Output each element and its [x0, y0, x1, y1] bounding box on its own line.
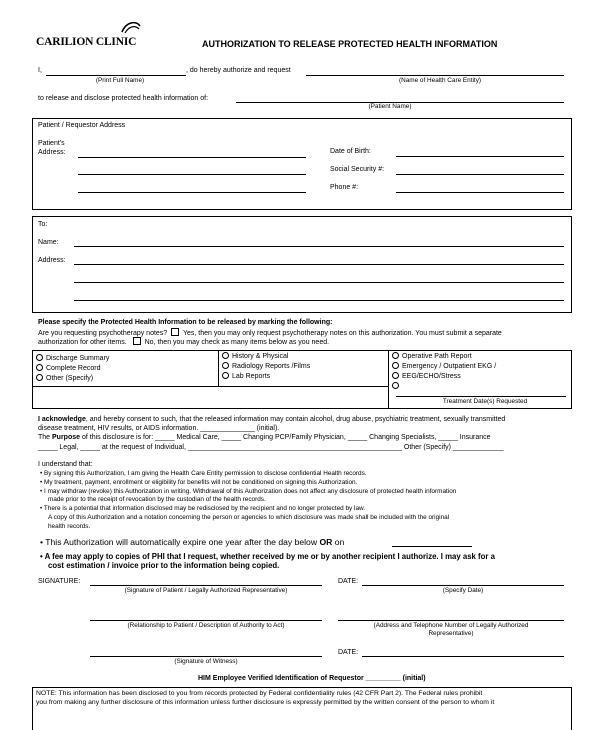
expire-line: • This Authorization will automatically expire one year after the day below OR on	[40, 537, 345, 547]
to-name-line[interactable]	[74, 246, 564, 247]
acknowledge-line-1: I acknowledge, and hereby consent to such, that the released information may contain alcohol, drug abuse, psychiatric treatment, sexually transmitted	[38, 416, 506, 423]
witness-caption: (Signature of Witness)	[174, 658, 238, 665]
bullet-3-cont: made prior to the receipt of revocation by the custodian of the health records.	[48, 496, 266, 504]
entity-name-caption: (Name of Health Care Entity)	[398, 77, 482, 84]
to-address-line-2[interactable]	[74, 282, 564, 283]
date-label: DATE:	[338, 578, 359, 585]
date-line[interactable]	[362, 585, 564, 586]
option-blank[interactable]	[392, 382, 496, 392]
option-complete-record[interactable]: Complete Record	[36, 364, 109, 374]
note-line-2: you from making any further disclosure of this information unless further disclosure is expressly permitted by the written consent of the person to whom it	[36, 699, 495, 706]
patient-address-label-1: Patient's	[38, 140, 65, 147]
option-operative-path[interactable]: Operative Path Report	[392, 352, 496, 362]
logo-swoosh-icon	[120, 20, 142, 36]
psych-question-text: Are you requesting psychotherapy notes?	[38, 330, 168, 337]
radio-icon	[392, 352, 399, 359]
psych-no-checkbox[interactable]	[133, 337, 141, 345]
bullet-1: • By signing this Authorization, I am giving the Health Care Entity permission to disclose confidential Health records.	[40, 470, 367, 477]
patient-address-box	[32, 118, 572, 210]
to-address-line-1[interactable]	[74, 264, 564, 265]
phone-line[interactable]	[396, 192, 564, 193]
bullet-2: • My treatment, payment, enrollment or eligibility for benefits will not be conditioned on signing this Authorization.	[40, 478, 358, 486]
intro-hereby: , do hereby authorize and request	[186, 67, 291, 74]
rep-address-line[interactable]	[338, 620, 564, 621]
page-title: AUTHORIZATION TO RELEASE PROTECTED HEALTH INFORMATION	[202, 39, 498, 49]
radio-icon	[392, 372, 399, 379]
acknowledge-line-2: disease treatment, HIV results, or AIDS information. ______________ (initial).	[38, 425, 280, 432]
to-address-label: Address:	[38, 257, 66, 264]
bullet-4-cont-2: health records.	[48, 522, 91, 530]
him-verification: HIM Employee Verified Identification of Requestor _________ (initial)	[198, 675, 426, 682]
psych-yes-text-2: authorization for other items.	[38, 339, 127, 346]
patient-address-label-2: Address:	[38, 149, 66, 156]
phi-col-divider-2	[388, 350, 389, 409]
purpose-line-2: _____ Legal, _____ at the request of Individual, _______________________________________________________ Other (Specify) _____________	[38, 444, 504, 451]
ssn-line[interactable]	[396, 174, 564, 175]
relationship-caption: (Relationship to Patient / Description of Authority to Act)	[127, 622, 285, 629]
dob-label: Date of Birth:	[330, 148, 371, 155]
patient-name-caption: (Patient Name)	[368, 103, 412, 110]
option-lab-reports[interactable]: Lab Reports	[222, 372, 310, 382]
option-radiology-reports[interactable]: Radiology Reports /Films	[222, 362, 310, 372]
radio-icon	[36, 364, 43, 371]
psych-yes-checkbox[interactable]	[171, 328, 179, 336]
address-line-3[interactable]	[78, 192, 306, 193]
date-label-2: DATE:	[338, 649, 359, 656]
signature-caption: (Signature of Patient / Legally Authorized Representative)	[124, 587, 288, 594]
phone-label: Phone #:	[330, 184, 359, 191]
treatment-date-line[interactable]	[396, 396, 566, 397]
radio-icon	[36, 374, 43, 381]
address-line-1[interactable]	[78, 157, 306, 158]
signature-label: SIGNATURE:	[38, 578, 81, 585]
psych-yes-text: Yes, then you may only request psychotherapy notes on this authorization. You must submit a separate	[182, 330, 502, 337]
phi-row-divider	[32, 386, 388, 387]
phi-col3	[392, 352, 496, 392]
psychotherapy-question	[38, 328, 502, 337]
fee-line-1: • A fee may apply to copies of PHI that I request, whether received by me or by another recipient I authorize. I may ask for a	[40, 552, 495, 561]
rep-address-caption-1: (Address and Telephone Number of Legally Authorized	[373, 622, 529, 629]
radio-icon	[222, 372, 229, 379]
relationship-line[interactable]	[90, 620, 322, 621]
fee-line-2: cost estimation / invoice prior to the information being copied.	[48, 561, 280, 570]
option-discharge-summary[interactable]: Discharge Summary	[36, 354, 109, 364]
to-label: To:	[38, 221, 48, 228]
print-name-caption: (Print Full Name)	[95, 77, 145, 84]
phi-col-divider-1	[218, 350, 219, 386]
radio-icon	[392, 382, 399, 389]
psych-yes-cont	[38, 337, 329, 346]
release-to-text: to release and disclose protected health information of:	[38, 95, 209, 102]
patient-box-header: Patient / Requestor Address	[38, 122, 126, 129]
date-caption: (Specify Date)	[442, 587, 484, 594]
radio-icon	[36, 354, 43, 361]
signature-line[interactable]	[90, 585, 322, 586]
print-name-line[interactable]	[46, 75, 186, 76]
option-eeg-echo-stress[interactable]: EEG/ECHO/Stress	[392, 372, 496, 382]
option-other-specify[interactable]: Other (Specify)	[36, 374, 109, 384]
option-emergency-ekg[interactable]: Emergency / Outpatient EKG /	[392, 362, 496, 372]
note-line-1: NOTE: This information has been disclosed to you from records protected by Federal confidentiality rules (42 CFR Part 2). The Federal rules prohibit	[36, 690, 483, 697]
rep-address-caption-2: Representative)	[428, 630, 474, 637]
date-line-2[interactable]	[362, 656, 564, 657]
option-history-physical[interactable]: History & Physical	[222, 352, 310, 362]
address-line-2[interactable]	[78, 174, 306, 175]
bullet-4: • There is a potential that information disclosed may be redisclosed by the recipient and no longer protected by law.	[40, 505, 366, 513]
understand-bullets	[40, 470, 456, 532]
radio-icon	[222, 352, 229, 359]
logo-text: CARILION CLINIC	[36, 36, 137, 48]
bullet-3: • I may withdraw (revoke) this Authorization in writing. Withdrawal of this Authorization does not affect any disclosure of protected health information	[40, 487, 457, 495]
dob-line[interactable]	[396, 156, 564, 157]
phi-heading: Please specify the Protected Health Information to be released by marking the following:	[38, 319, 333, 326]
entity-name-line[interactable]	[306, 75, 564, 76]
to-address-line-3[interactable]	[74, 300, 564, 301]
phi-col1	[36, 354, 109, 384]
to-name-label: Name:	[38, 239, 59, 246]
witness-line[interactable]	[90, 656, 322, 657]
expire-date-line[interactable]	[392, 546, 472, 547]
ssn-label: Social Security #:	[330, 166, 385, 173]
phi-col2	[222, 352, 310, 382]
psych-no-text: No, then you may check as many items below as you need.	[144, 339, 330, 346]
bullet-4-cont-1: A copy of this Authorization and a notation concerning the person or agencies to which disclosure was made shall be included with the original	[48, 513, 450, 521]
intro-i: I,	[38, 67, 42, 74]
purpose-line-1: The Purpose of this disclosure is for: _____ Medical Care, _____ Changing PCP/Family Physician, _____ Changing Specialists, _____ Insurance	[38, 434, 491, 441]
radio-icon	[222, 362, 229, 369]
understand-heading: I understand that:	[38, 461, 93, 468]
treatment-dates-caption: Treatment Date(s) Requested	[442, 398, 528, 405]
radio-icon	[392, 362, 399, 369]
